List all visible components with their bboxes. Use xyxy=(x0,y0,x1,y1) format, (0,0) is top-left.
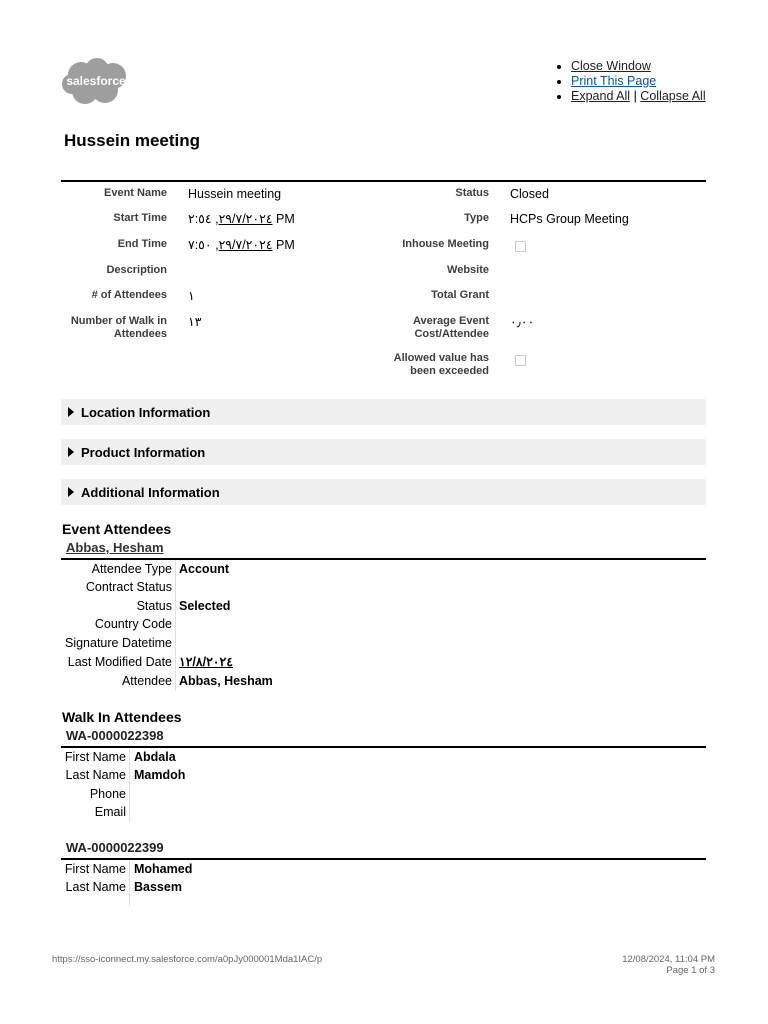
website-label: Website xyxy=(447,264,489,276)
logo-text: salesforce xyxy=(66,74,126,88)
footer-url: https://sso-iconnect.my.salesforce.com/a0pJy000001Mda1IAC/p xyxy=(52,954,323,965)
last-modified-value: ١٢/٨/٢٠٢٤ xyxy=(179,655,233,669)
event-attendees-heading: Event Attendees xyxy=(62,521,172,537)
status-value: Closed xyxy=(510,187,549,201)
country-code-label: Country Code xyxy=(94,617,172,631)
walkin-count-label: Number of Walk in Attendees xyxy=(70,315,167,340)
event-name-label: Event Name xyxy=(104,187,167,199)
page-title: Hussein meeting xyxy=(64,131,201,150)
status-label: Status xyxy=(455,187,489,199)
first-name-label: First Name xyxy=(64,750,126,764)
salesforce-logo xyxy=(61,57,131,107)
start-time-value xyxy=(188,212,295,227)
attendee-status-label: Status xyxy=(136,599,172,613)
attendee-divider xyxy=(61,558,706,560)
allowed-exceeded-checkbox xyxy=(515,355,526,366)
walk-in-divider xyxy=(61,858,706,860)
last-modified-label: Last Modified Date xyxy=(67,655,172,669)
attendees-count-label: # of Attendees xyxy=(91,289,167,301)
attendees-count-value: ١ xyxy=(188,289,195,303)
start-time-label: Start Time xyxy=(113,212,167,224)
close-window-link[interactable]: Close Window xyxy=(571,59,651,73)
last-name-value: Bassem xyxy=(134,880,182,894)
footer-timestamp: 12/08/2024, 11:04 PM xyxy=(622,954,715,965)
expand-triangle-icon xyxy=(68,407,74,417)
section-title: Location Information xyxy=(81,404,211,420)
attendee-column-divider xyxy=(175,560,176,691)
attendee-type-label: Attendee Type xyxy=(91,562,172,576)
walkin-count-value: ١٣ xyxy=(188,315,202,329)
attendee-record-link[interactable]: Abbas, Hesham xyxy=(66,540,164,555)
avg-cost-value: ٠٫٠٠ xyxy=(510,315,535,329)
expand-all-link[interactable]: Expand All xyxy=(571,89,631,103)
walk-in-record-id: WA-0000022398 xyxy=(66,728,164,743)
first-name-value: Abdala xyxy=(134,750,176,764)
description-label: Description xyxy=(106,264,167,276)
expand-triangle-icon xyxy=(68,487,74,497)
total-grant-label: Total Grant xyxy=(431,289,489,301)
phone-label: Phone xyxy=(89,787,126,801)
section-location[interactable] xyxy=(61,399,706,425)
expand-triangle-icon xyxy=(68,447,74,457)
last-name-label: Last Name xyxy=(65,768,126,782)
inhouse-meeting-label: Inhouse Meeting xyxy=(402,238,489,250)
attendee-status-value: Selected xyxy=(179,599,231,613)
signature-datetime-label: Signature Datetime xyxy=(64,636,172,650)
section-title: Additional Information xyxy=(81,484,220,500)
end-date: ٢٩/٧/٢٠٢٤ xyxy=(218,238,273,252)
email-label: Email xyxy=(94,805,126,819)
walk-in-column-divider xyxy=(129,748,130,822)
link-separator: | xyxy=(633,89,637,103)
attendee-label: Attendee xyxy=(121,674,172,688)
collapse-all-link[interactable]: Collapse All xyxy=(640,89,706,103)
end-time-label: End Time xyxy=(117,238,167,250)
end-clock: , ٧:٥٠ PM xyxy=(188,238,295,252)
start-clock: , ٢:٥٤ PM xyxy=(188,212,295,226)
section-title: Product Information xyxy=(81,444,206,460)
avg-cost-label: Average Event Cost/Attendee xyxy=(412,315,489,340)
section-product[interactable] xyxy=(61,439,706,465)
last-name-label: Last Name xyxy=(65,880,126,894)
print-page-link[interactable]: Print This Page xyxy=(571,74,657,88)
event-name-value: Hussein meeting xyxy=(188,187,282,201)
allowed-exceeded-label: Allowed value has been exceeded xyxy=(393,352,489,377)
walk-in-heading: Walk In Attendees xyxy=(62,709,182,725)
last-name-value: Mamdoh xyxy=(134,768,186,782)
walk-in-column-divider xyxy=(129,860,130,906)
attendee-type-value: Account xyxy=(179,562,229,576)
type-value: HCPs Group Meeting xyxy=(510,212,629,226)
first-name-value: Mohamed xyxy=(134,862,193,876)
inhouse-meeting-checkbox xyxy=(515,241,526,252)
first-name-label: First Name xyxy=(64,862,126,876)
walk-in-divider xyxy=(61,746,706,748)
contract-status-label: Contract Status xyxy=(85,580,172,594)
top-links xyxy=(556,59,706,104)
header-divider xyxy=(61,180,706,182)
walk-in-record-id: WA-0000022399 xyxy=(66,840,164,855)
attendee-value: Abbas, Hesham xyxy=(179,674,273,688)
start-date: ٢٩/٧/٢٠٢٤ xyxy=(218,212,273,226)
section-additional[interactable] xyxy=(61,479,706,505)
footer-page-number: Page 1 of 3 xyxy=(666,965,715,976)
type-label: Type xyxy=(464,212,489,224)
end-time-value xyxy=(188,238,295,253)
